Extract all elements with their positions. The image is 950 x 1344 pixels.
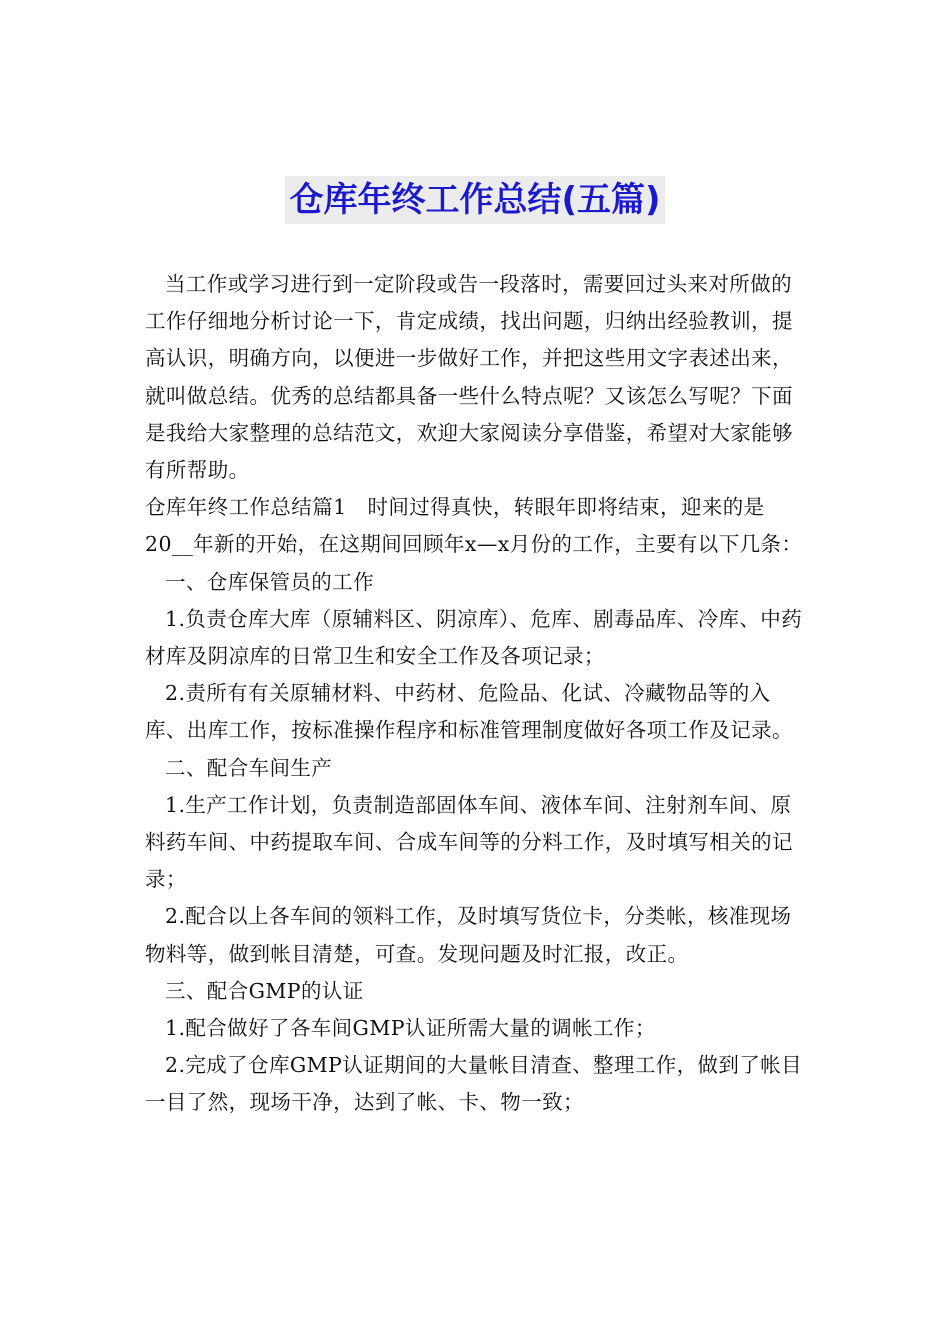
list-item: 1.配合做好了各车间GMP认证所需大量的调帐工作；: [165, 1016, 656, 1041]
list-item: 1.负责仓库大库（原辅料区、阴凉库）、危库、剧毒品库、冷库、中药材库及阴凉库的日常卫生和安全工作及各项记录；: [145, 606, 803, 669]
list-item: 1.生产工作计划，负责制造部固体车间、液体车间、注射剂车间、原料药车间、中药提取车间、合成车间等的分料工作，及时填写相关的记录；: [145, 792, 793, 892]
list-item: 2.责所有有关原辅材料、中药材、危险品、化试、冷藏物品等的入库、出库工作，按标准操作程序和标准管理制度做好各项工作及记录。: [145, 681, 793, 743]
document-title: 仓库年终工作总结(五篇): [285, 176, 664, 224]
list-item: 2.配合以上各车间的领料工作，及时填写货位卡，分类帐，核准现场物料等，做到帐目清楚，可查。发现问题及时汇报，改正。: [145, 904, 792, 966]
title-container: [0, 176, 950, 224]
section-heading: 二、配合车间生产: [165, 755, 333, 780]
section-heading: 三、配合GMP的认证: [165, 978, 364, 1003]
section-paragraph: 仓库年终工作总结篇1 时间过得真快，转眼年即将结束，迎来的是20__年新的开始，在这期间回顾年x—x月份的工作，主要有以下几条：: [145, 495, 803, 557]
document-body: [145, 266, 809, 1122]
intro-paragraph: 当工作或学习进行到一定阶段或告一段落时，需要回过头来对所做的工作仔细地分析讨论一下，肯定成绩，找出问题，归纳出经验教训，提高认识，明确方向，以便进一步做好工作，并把这些用文字表述出来，就叫做总结。优秀的总结都具备一些什么特点呢？又该怎么写呢？下面是我给大家整理的总结范文，欢迎大家阅读分享借鉴，希望对大家能够有所帮助。: [145, 272, 793, 483]
list-item: 2.完成了仓库GMP认证期间的大量帐目清查、整理工作，做到了帐目一目了然，现场干净，达到了帐、卡、物一致；: [145, 1053, 803, 1115]
section-heading: 一、仓库保管员的工作: [165, 569, 374, 594]
